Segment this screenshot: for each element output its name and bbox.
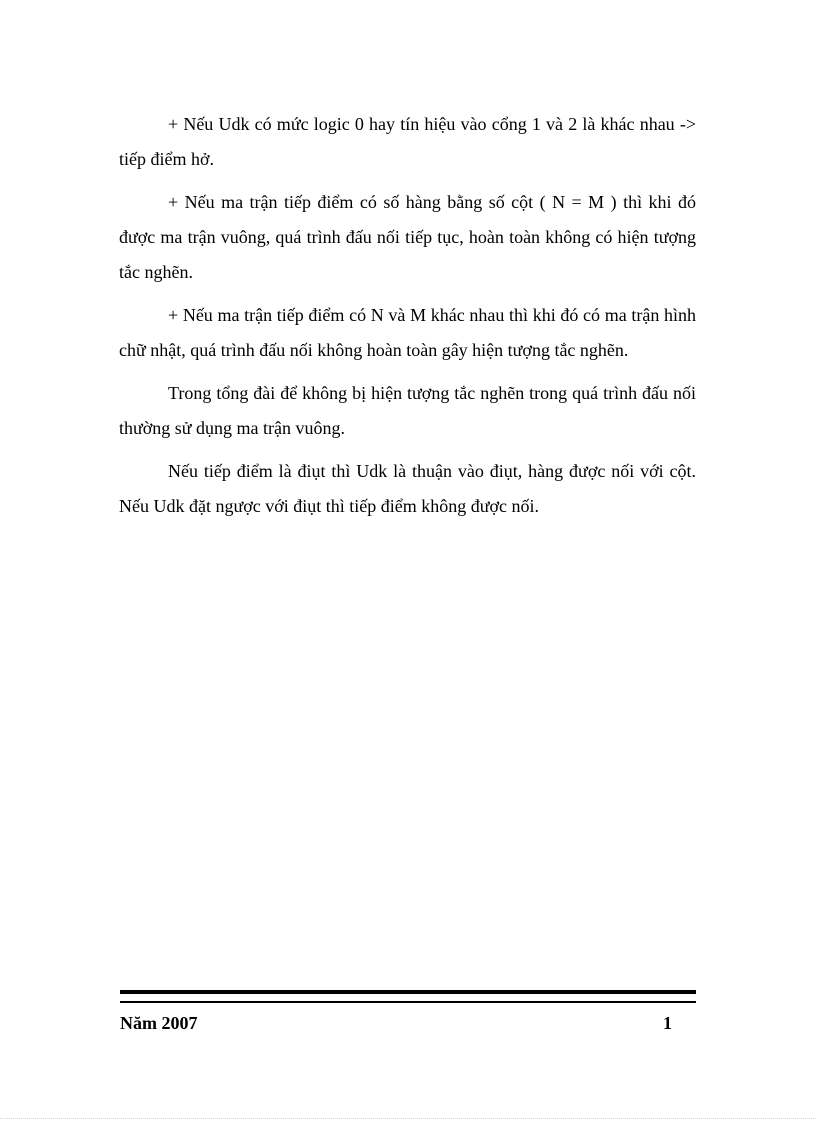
paragraph-diode: Nếu tiếp điểm là điụt thì Udk là thuận vào điụt, hàng được nối với cột. Nếu Udk đặt ngược với điụt thì tiếp điểm không được nối. xyxy=(119,461,696,516)
paragraph-square-matrix: + Nếu ma trận tiếp điểm có số hàng bằng số cột ( N = M ) thì khi đó được ma trận vuông, quá trình đấu nối tiếp tục, hoàn toàn không có hiện tượng tắc nghẽn. xyxy=(119,192,696,282)
body-text xyxy=(119,107,696,532)
footer-year: Năm 2007 xyxy=(120,1013,198,1033)
footer-divider-thick xyxy=(120,990,696,994)
paragraph-udk-logic: + Nếu Udk có mức logic 0 hay tín hiệu vào cổng 1 và 2 là khác nhau -> tiếp điểm hở. xyxy=(119,114,696,169)
page-number: 1 xyxy=(663,1013,672,1033)
paragraph-rectangular-matrix: + Nếu ma trận tiếp điểm có N và M khác nhau thì khi đó có ma trận hình chữ nhật, quá trình đấu nối không hoàn toàn gây hiện tượng tắc nghẽn. xyxy=(119,305,696,360)
footer-divider-thin xyxy=(120,1001,696,1003)
page-edge-divider xyxy=(0,1118,816,1119)
paragraph-exchange: Trong tổng đài để không bị hiện tượng tắc nghẽn trong quá trình đấu nối thường sử dụng ma trận vuông. xyxy=(119,383,696,438)
